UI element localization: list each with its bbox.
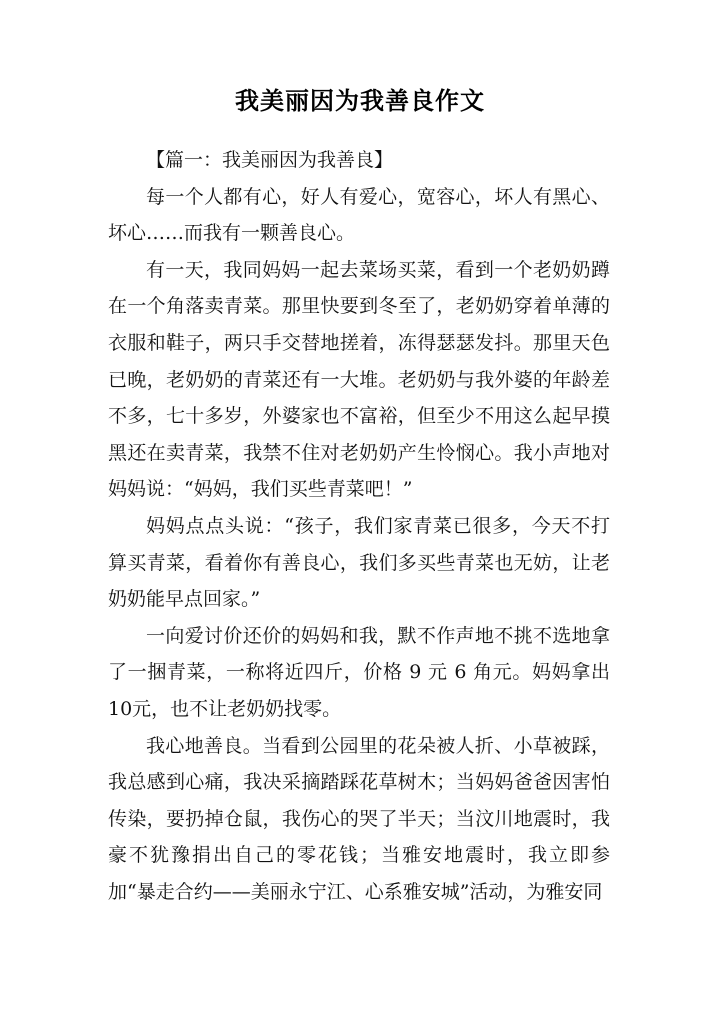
section-heading: 【篇一：我美丽因为我善良】 xyxy=(146,149,394,171)
document-title: 我美丽因为我善良作文 xyxy=(235,87,485,115)
paragraph: 我心地善良。当看到公园里的花朵被人折、小草被踩，我总感到心痛，我决采摘踏踩花草树木；当妈妈爸爸因害怕传染，要扔掉仓鼠，我伤心的哭了半天；当汶川地震时，我豪不犹豫捐出自己的零花钱；当雅安地震时，我立即参加“暴走合约——美丽永宁江、心系雅安城”活动，为雅安同 xyxy=(108,734,610,903)
paragraph: 每一个人都有心，好人有爱心，宽容心，坏人有黑心、坏心……而我有一颗善良心。 xyxy=(108,185,610,245)
paragraph: 有一天，我同妈妈一起去菜场买菜，看到一个老奶奶蹲在一个角落卖青菜。那里快要到冬至了，老奶奶穿着单薄的衣服和鞋子，两只手交替地搓着，冻得瑟瑟发抖。那里天色已晚，老奶奶的青菜还有一大堆。老奶奶与我外婆的年龄差不多，七十多岁，外婆家也不富裕，但至少不用这么起早摸黑还在卖青菜，我禁不住对老奶奶产生怜悯心。我小声地对妈妈说：“妈妈，我们买些青菜吧！” xyxy=(108,258,610,501)
paragraph: 妈妈点点头说：“孩子，我们家青菜已很多，今天不打算买青菜，看着你有善良心，我们多买些青菜也无妨，让老奶奶能早点回家。” xyxy=(108,514,610,611)
document-body xyxy=(108,142,610,910)
paragraph: 一向爱讨价还价的妈妈和我，默不作声地不挑不选地拿了一捆青菜，一称将近四斤，价格 9 元 6 角元。妈妈拿出 10元，也不让老奶奶找零。 xyxy=(108,624,610,720)
